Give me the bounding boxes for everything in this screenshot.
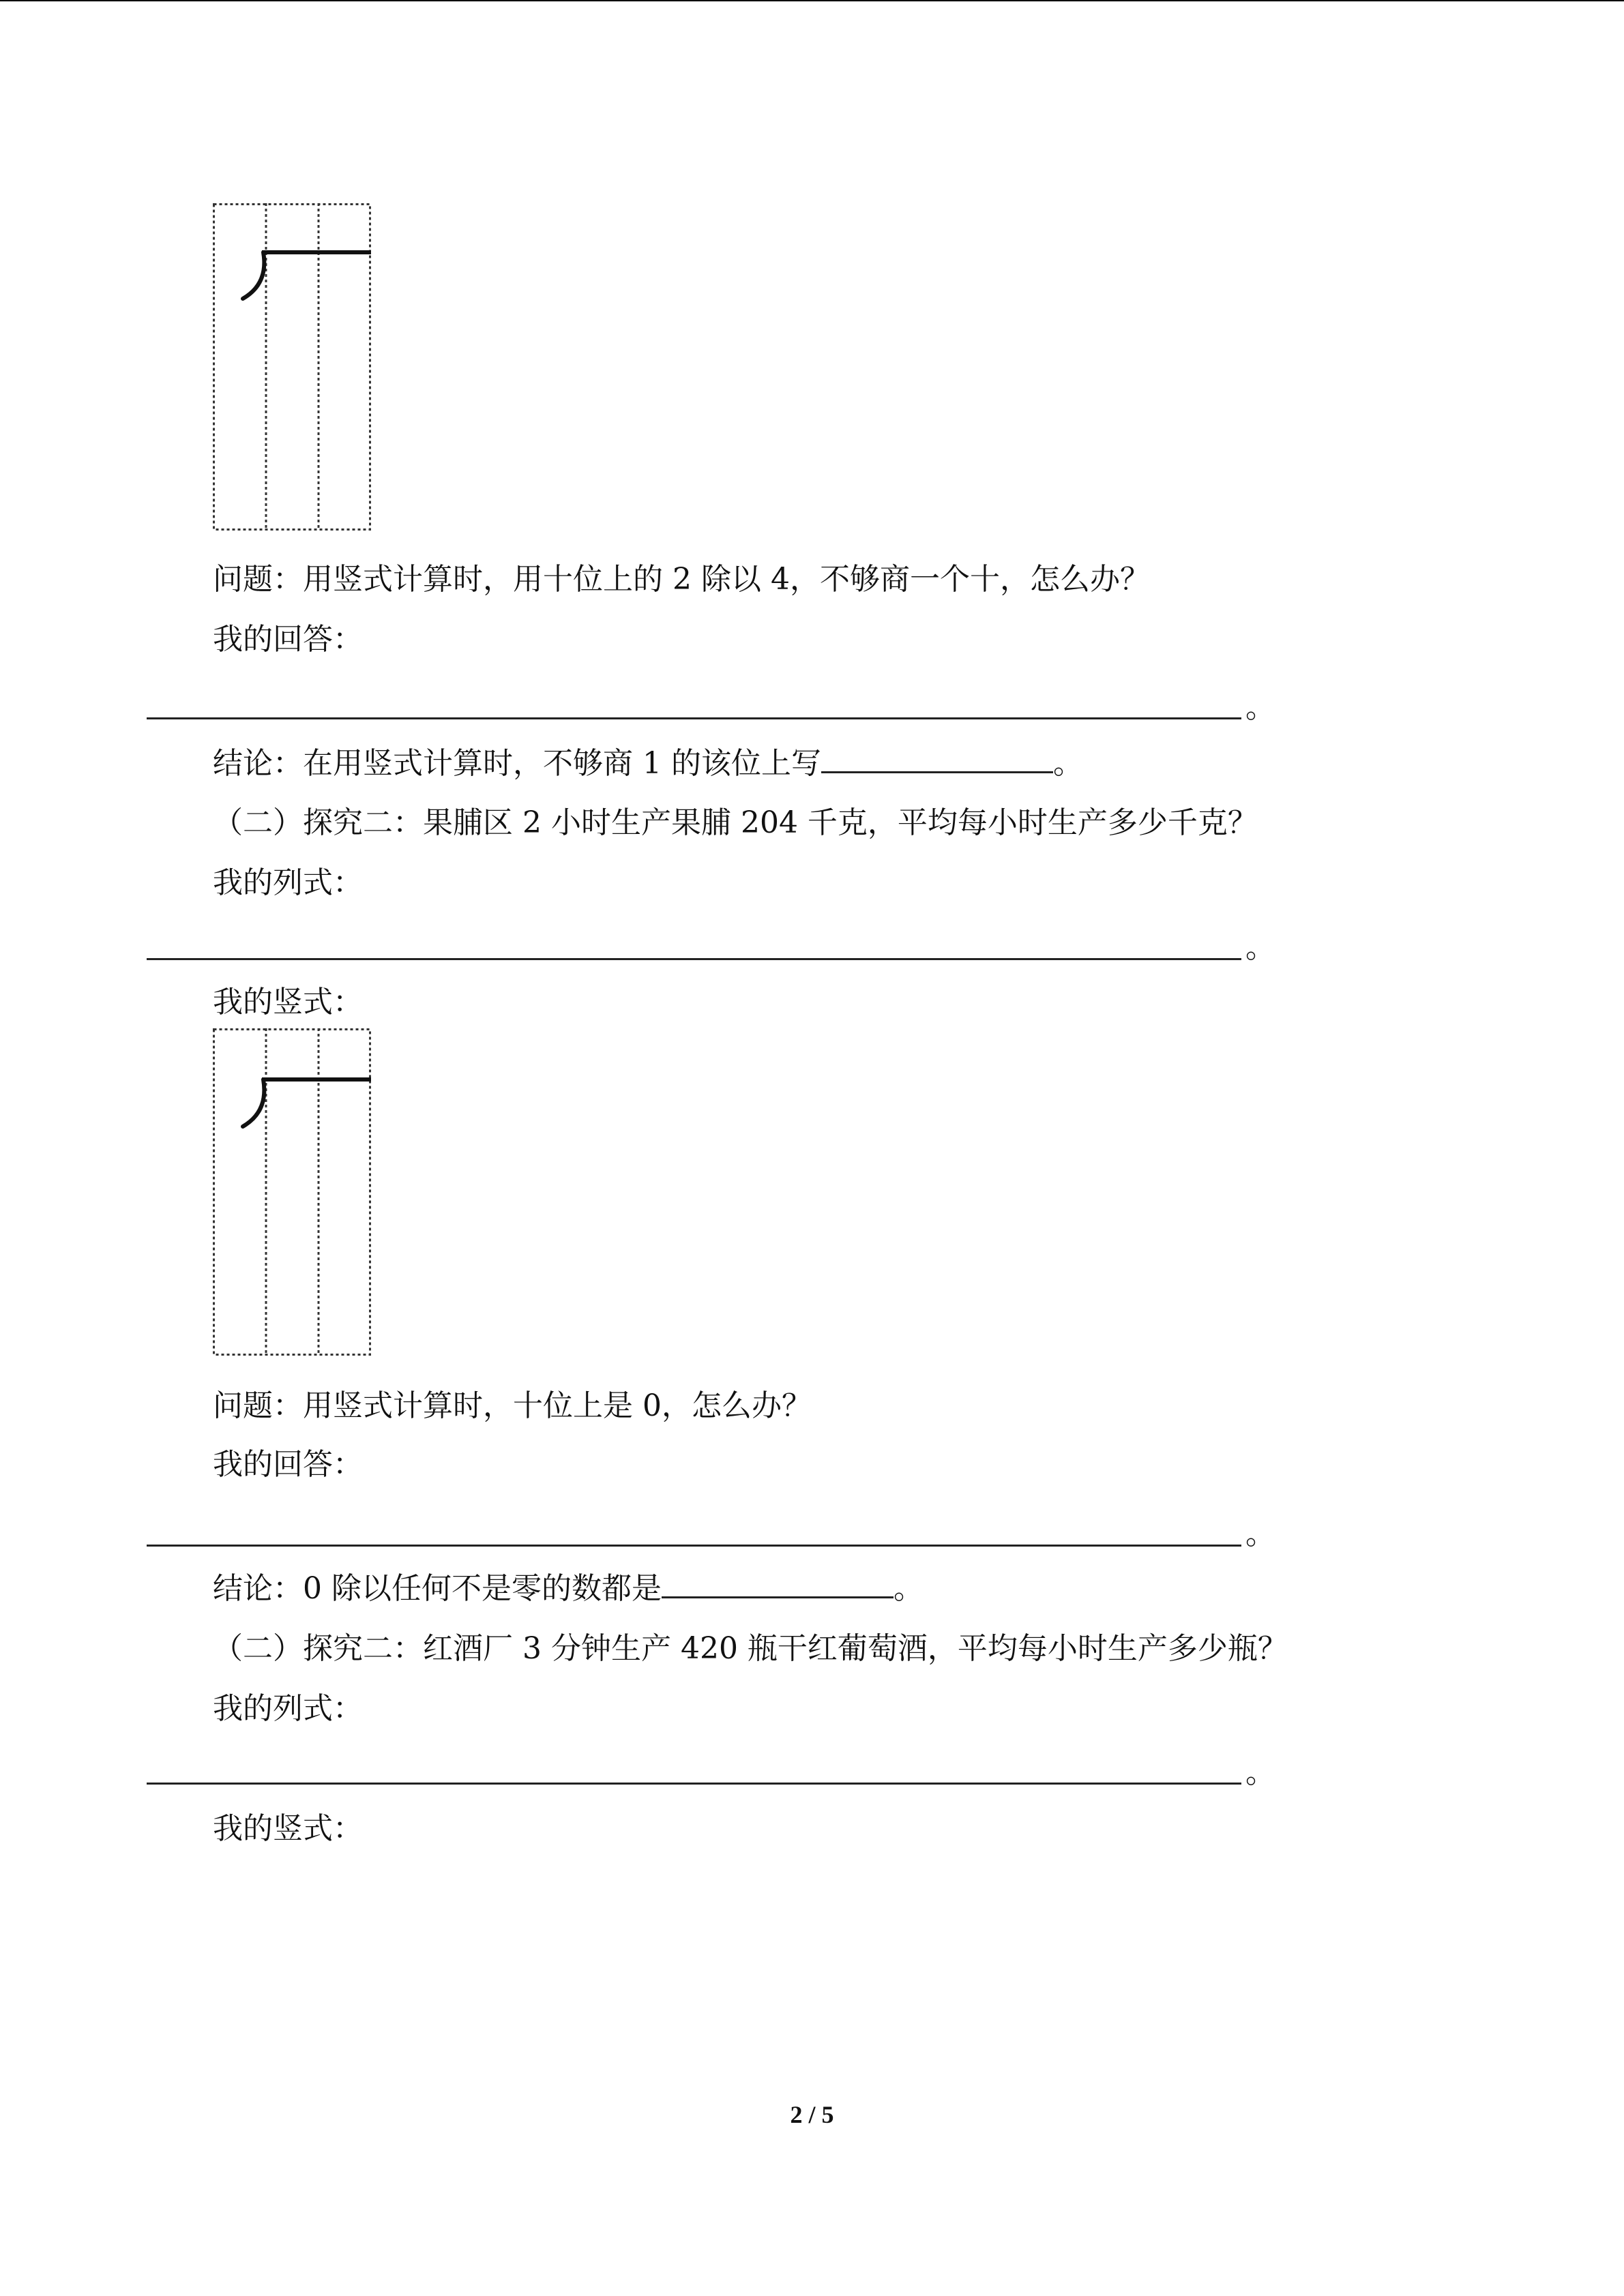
page-top-border bbox=[0, 0, 1624, 1]
period-mark: 。 bbox=[1245, 1517, 1275, 1551]
conclusion-suffix: 。 bbox=[893, 1571, 924, 1606]
conclusion-text bbox=[213, 743, 1083, 784]
vertical-label: 我的竖式： bbox=[213, 985, 363, 1019]
conclusion-blank[interactable] bbox=[662, 1569, 894, 1598]
section-title: （二）探究二：红酒厂 3 分钟生产 420 瓶干红葡萄酒，平均每小时生产多少瓶？ bbox=[213, 1631, 1288, 1666]
conclusion-prefix: 结论：0 除以任何不是零的数都是 bbox=[213, 1571, 662, 1606]
question-text: 问题：用竖式计算时，用十位上的 2 除以 4，不够商一个十，怎么办？ bbox=[213, 562, 1150, 597]
answer-label: 我的回答： bbox=[213, 1447, 363, 1482]
long-division-grid bbox=[213, 1028, 371, 1356]
answer-line[interactable] bbox=[147, 1545, 1241, 1547]
period-mark: 。 bbox=[1245, 930, 1275, 965]
answer-label: 我的回答： bbox=[213, 622, 363, 657]
conclusion-prefix: 结论：在用竖式计算时，不够商 1 的该位上写 bbox=[213, 746, 821, 781]
formula-line[interactable] bbox=[147, 958, 1241, 960]
period-mark: 。 bbox=[1245, 690, 1275, 725]
period-mark: 。 bbox=[1245, 1755, 1275, 1790]
formula-label: 我的列式： bbox=[213, 865, 363, 900]
section-title: （二）探究二：果脯区 2 小时生产果脯 204 千克，平均每小时生产多少千克？ bbox=[213, 805, 1258, 840]
question-text: 问题：用竖式计算时，十位上是 0，怎么办？ bbox=[213, 1388, 812, 1423]
vertical-label: 我的竖式： bbox=[213, 1811, 363, 1846]
formula-label: 我的列式： bbox=[213, 1691, 363, 1726]
page-number: 2 / 5 bbox=[790, 2101, 834, 2128]
conclusion-suffix: 。 bbox=[1052, 746, 1083, 781]
conclusion-blank[interactable] bbox=[821, 744, 1053, 773]
answer-line[interactable] bbox=[147, 717, 1241, 719]
conclusion-text bbox=[213, 1568, 924, 1609]
long-division-grid bbox=[213, 203, 371, 531]
formula-line[interactable] bbox=[147, 1783, 1241, 1785]
